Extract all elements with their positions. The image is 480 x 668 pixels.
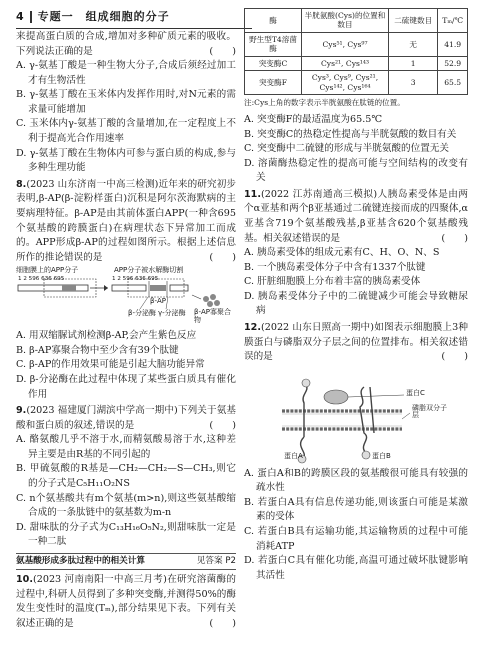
section-answer-ref: 见答案 P2 [196, 555, 236, 566]
table-cell: 突变酶C [245, 56, 302, 70]
app-cleavage-diagram [16, 267, 236, 327]
diagram-label-cleaved: APP分子被水解酶切割 [114, 266, 184, 275]
q12-option-c: C. 若蛋白B具有运输功能,其运输物质的过程中可能消耗ATP [244, 526, 468, 552]
q12-option-d: D. 若蛋白C具有催化功能,高温可通过破坏肽键影响其活性 [244, 555, 468, 581]
table-cell: Cys³, Cys⁹, Cys²¹, Cys¹⁴², Cys¹⁶⁴ [302, 71, 389, 95]
q9-option-d: D. 甜味肽的分子式为C₁₃H₁₆O₅N₂,则甜味肽一定是一种二肽 [16, 521, 236, 548]
table-header-cell: Tₘ/℃ [438, 9, 468, 33]
fragment-3 [170, 285, 188, 291]
leader-gamma [166, 297, 168, 309]
table-note: 注:Cys上角的数字表示半胱氨酸在肽链的位置。 [244, 98, 405, 108]
q8-option-c: C. β-AP的作用效果可能是引起大脑功能异常 [16, 359, 205, 371]
oligomer-dot-1 [203, 296, 209, 302]
table-cell: 野生型T4溶菌酶 [245, 32, 302, 56]
chapter-title: 专题一 组成细胞的分子 [37, 9, 170, 23]
oligomer-arrow [192, 295, 201, 299]
q7-option-c: C. 玉米体内γ-氨基丁酸的含量增加,在一定程度上不利于提高光合作用速率 [16, 118, 236, 145]
oligomer-dot-4 [214, 300, 220, 306]
question-9-stem: 9.(2023 福建厦门湖滨中学高一期中)下列关于氨基酸和蛋白质的叙述,错误的是 ( ) [16, 405, 236, 431]
q10-option-d: D. 溶菌酶热稳定性的提高可能与空间结构的改变有关 [244, 157, 468, 184]
table-row [245, 71, 468, 95]
q11-option-c: C. 肝脏细胞膜上分布着丰富的胰岛素受体 [244, 276, 421, 288]
question-11-stem: 11.(2022 江苏南通高三模拟)人胰岛素受体是由两个α亚基和两个β亚基通过二硫键连接而成的四聚体,α亚基含719个氨基酸残基,β亚基含620个氨基酸残基。相关叙述错误的是 ( ) [244, 188, 468, 244]
q11-option-a: A. 胰岛素受体的组成元素有C、H、O、N、S [244, 247, 440, 259]
q8-option-a: A. 用双缩脲试剂检测β-AP,会产生紫色反应 [16, 330, 197, 342]
question-12-stem: 12.(2022 山东日照高一期中)如图表示细胞膜上3种膜蛋白与磷脂双分子层之间的位置排布。相关叙述错误的是 ( ) [244, 322, 468, 363]
q12-option-b: B. 若蛋白A具有信息传递功能,则该蛋白可能是某激素的受体 [244, 496, 468, 523]
table-header-cell: 酶 [245, 9, 302, 33]
protein-b-foot [362, 451, 370, 459]
page-header [16, 6, 252, 29]
diagram-label-bap: β-AP [150, 297, 167, 306]
app-bap-region-left [62, 285, 76, 291]
membrane-protein-figure [244, 367, 468, 465]
leader-c [348, 395, 404, 397]
bilayer-heads [282, 407, 402, 433]
q11-option-b: B. 一个胰岛素受体分子中含有1337个肽键 [244, 261, 426, 273]
q9-option-a: A. 酪氨酸几乎不溶于水,而精氨酸易溶于水,这种差异主要是由R基的不同引起的 [16, 434, 236, 460]
diagram-ticks-left: 1 2 596 636 695 [18, 276, 65, 283]
table-cell: 3 [389, 71, 438, 95]
table-cell: Cys²¹, Cys¹⁴³ [302, 56, 389, 70]
leader-beta [140, 297, 148, 309]
protein-c-globular [324, 390, 348, 404]
q8-option-d: D. β-分泌酶在此过程中体现了某些蛋白质具有催化作用 [16, 373, 236, 400]
q7-option-d: D. γ-氨基丁酸在生物体内可参与蛋白质的构成,参与多种生理功能 [16, 147, 236, 174]
table-cell: 1 [389, 56, 438, 70]
fragment-bap [150, 285, 166, 291]
q9-option-b: B. 甲硫氨酸的R基是—CH₂—CH₂—S—CH₃,则它的分子式是C₅H₁₁O₂NS [16, 463, 236, 490]
q10-option-b: B. 突变酶C的热稳定性提高与半胱氨酸的数目有关 [244, 128, 457, 140]
question-8-stem: 8.(2023 山东济南一中高三检测)近年来的研究初步表明,β-AP(β-淀粉样蛋白)沉积是阿尔茨海默病的主要病理特征。β-AP是由其前体蛋白APP(一种含695个氨基酸的跨膜蛋白)在病理状态下异常加工而成的。APP形成β-AP的过程如图所示。根据上述信息所作的推论错误的是 ( ) [16, 178, 236, 263]
q11-option-d: D. 胰岛素受体分子中的二硫键减少可能会导致糖尿病 [244, 290, 468, 317]
leader-bilayer [402, 413, 410, 419]
header-divider [30, 11, 32, 23]
diagram-label-gamma-secretase: γ-分泌酶 [158, 309, 186, 318]
table-header-row [245, 9, 468, 33]
oligomer-dot-3 [207, 301, 213, 307]
figure-label-bilayer: 磷脂双分子层 [412, 403, 447, 420]
table-row [245, 56, 468, 70]
q12-option-a: A. 蛋白A和B的跨膜区段的氨基酸很可能具有较强的疏水性 [244, 467, 468, 494]
arrow-head [104, 285, 108, 291]
table-cell: 65.5 [438, 71, 468, 95]
table-cell: 41.9 [438, 32, 468, 56]
figure-label-protein-c: 蛋白C [406, 388, 425, 397]
q10-option-a: A. 突变酶F的最适温度为65.5℃ [244, 113, 383, 125]
diagram-label-oligomer: β-AP寡聚合物 [194, 308, 232, 324]
right-column [244, 8, 468, 583]
left-column [16, 30, 236, 631]
enzyme-table [244, 8, 468, 95]
diagram-ticks-right: 1 2 596 636 695 [112, 276, 159, 283]
page-number: 4 [16, 9, 24, 23]
protein-a-head [302, 379, 310, 387]
diagram-label-membrane-app: 细胞膜上的APP分子 [16, 266, 79, 275]
oligomer-dot-2 [210, 294, 216, 300]
q7-option-b: B. γ-氨基丁酸在玉米体内发挥作用时,对N元素的需求量可能增加 [16, 89, 236, 115]
table-cell: 突变酶F [245, 71, 302, 95]
figure-label-protein-a: 蛋白A [284, 451, 303, 460]
section-heading [16, 553, 236, 570]
diagram-label-beta-secretase: β-分泌酶 [128, 309, 156, 318]
fragment-1 [112, 285, 146, 291]
table-row [245, 32, 468, 56]
table-cell: 无 [389, 32, 438, 56]
table-header-cell: 二硫键数目 [389, 9, 438, 33]
question-7-continued: 来提高蛋白质的合成,增加对多种矿质元素的吸收。下列说法正确的是 ( ) [16, 31, 236, 57]
q7-option-a: A. γ-氨基丁酸是一种生物大分子,合成后须经过加工才有生物活性 [16, 60, 236, 86]
table-cell: Cys⁵¹, Cys⁹⁷ [302, 32, 389, 56]
table-cell: 52.9 [438, 56, 468, 70]
section-title: 氨基酸形成多肽过程中的相关计算 [16, 555, 145, 566]
app-molecule-bar-left [18, 285, 88, 291]
q8-option-b: B. β-AP寡聚合物中至少含有39个肽键 [16, 344, 179, 356]
q10-option-c: C. 突变酶中二硫键的形成与半胱氨酸的位置无关 [244, 143, 449, 155]
table-header-cell: 半胱氨酸(Cys)的位置和数目 [302, 9, 389, 33]
q9-option-c: C. n个氨基酸共有m个氨基(m>n),则这些氨基酸缩合成的一条肽链中的氨基数为m-n [16, 492, 236, 519]
question-10-stem: 10.(2023 河南南阳一中高三月考)在研究溶菌酶的过程中,科研人员得到了多种突变酶,并测得50%的酶发生变性时的温度(Tₘ),部分结果见下表。下列有关叙述正确的是 ( ) [16, 573, 236, 629]
figure-label-protein-b: 蛋白B [372, 451, 391, 460]
